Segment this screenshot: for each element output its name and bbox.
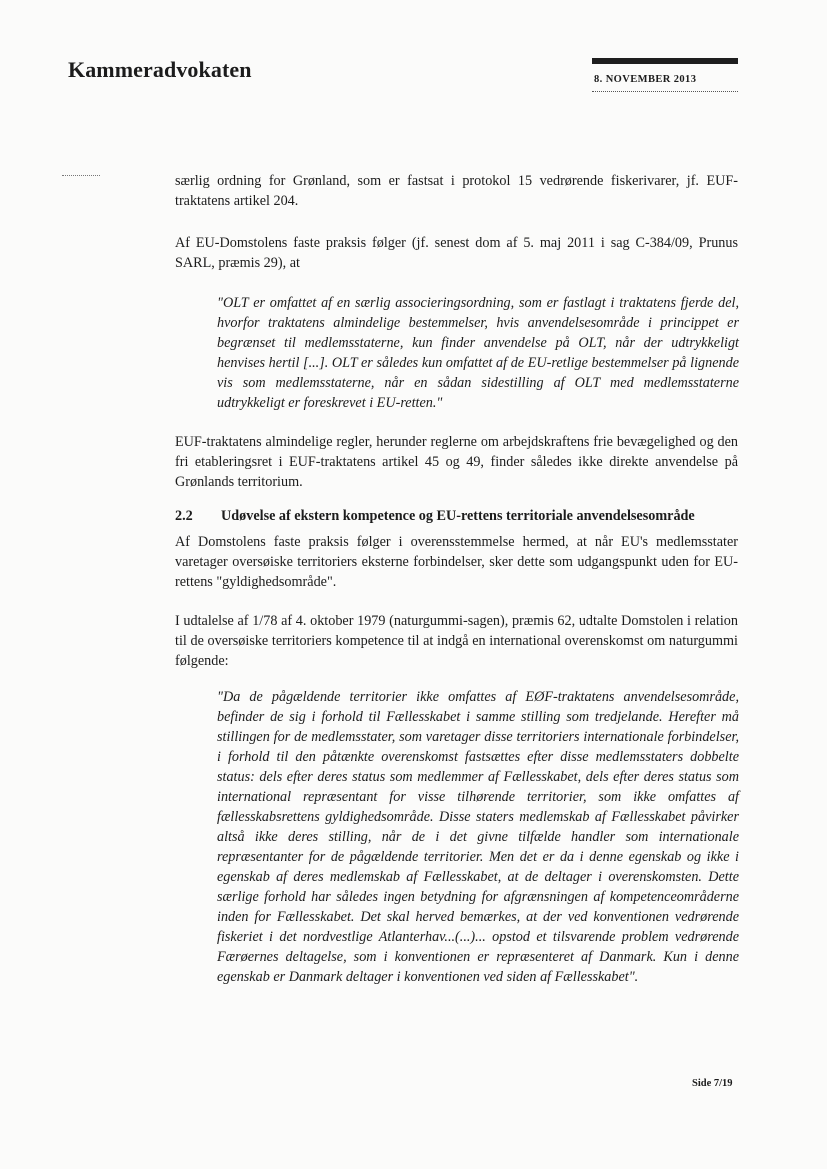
paragraph-4: Af Domstolens faste praksis følger i overensstemmelse hermed, at når EU's medlemsstater varetager oversøiske territoriers eksterne forbindelser, sker dette som udgangspunkt uden for EU-rettens "gyldighedsområde". [175,534,738,590]
section-number: 2.2 [175,508,193,524]
section-heading [175,506,738,526]
document-date: 8. NOVEMBER 2013 [594,74,697,85]
paragraph-3: EUF-traktatens almindelige regler, herunder reglerne om arbejdskraftens frie bevægelighed og den fri etableringsret i EUF-traktatens artikel 45 og 49, finder således ikke direkte anvendelse på Grønlands territorium. [175,434,738,490]
paragraph-1: særlig ordning for Grønland, som er fastsat i protokol 15 vedrørende fiskerivarer, jf. EUF-traktatens artikel 204. [175,173,738,209]
firm-name: Kammeradvokaten [68,57,252,82]
header-dotted-rule [592,91,738,92]
quote-prunus: "OLT er omfattet af en særlig associeringsordning, som er fastlagt i traktatens fjerde del, hvorfor traktatens almindelige bestemmelser, hvis anvendelsesområde i princippet er begrænset til medlemsstaterne, kun finder anvendelse på OLT, når der udtrykkeligt henvises hertil [...]. OLT er således kun omfattet af de EU-retlige bestemmelser på lignende vis som medlemsstaterne, når en sådan sidestilling af OLT med medlemsstaterne udtrykkeligt er foreskrevet i EU-retten." [217,295,739,411]
quote-naturgummi: "Da de pågældende territorier ikke omfattes af EØF-traktatens anvendelsesområde, befinder de sig i forhold til Fællesskabet i samme stilling som tredjelande. Herefter må stillingen for de medlemsstater, som varetager disse territoriers internationale forbindelser, i forhold til den påtænkte overenskomst fastsættes efter disse medlemsstaters dobbelte status: dels efter deres status som medlemmer af Fællesskabet, dels efter deres status som international repræsentant for visse tilhørende territorier, som ikke omfattes af fællesskabsrettens gyldighedsområde. Disse staters medlemskab af Fællesskabet påvirker altså ikke deres stilling, når de i det givne tilfælde handler som internationale repræsentanter for de pågældende territorier. Men det er da i denne egenskab og ikke i egenskab af deres medlemskab af Fællesskabet, at de deltager i overenskomsten. Dette særlige forhold har således ingen betydning for afgrænsningen af kompetenceområderne inden for Fællesskabet. Det skal herved bemærkes, at der ved konventionen vedrørende fiskeriet i det nordvestlige Atlanterhav...(...)... opstod et tilsvarende problem vedrørende Færøernes deltagelse, som i konventionen er repræsenteret af Danmark. Kun i denne egenskab er Danmark deltager i konventionen ved siden af Fællesskabet". [217,689,739,985]
page-number: Side 7/19 [692,1078,733,1089]
margin-dotted-rule [62,175,100,176]
paragraph-2: Af EU-Domstolens faste praksis følger (jf. senest dom af 5. maj 2011 i sag C-384/09, Prunus SARL, præmis 29), at [175,235,738,271]
paragraph-5: I udtalelse af 1/78 af 4. oktober 1979 (naturgummi-sagen), præmis 62, udtalte Domstolen i relation til de oversøiske territoriers kompetence til at indgå en international overenskomst om naturgummi følgende: [175,613,738,669]
header-bar [592,58,738,64]
section-title: Udøvelse af ekstern kompetence og EU-rettens territoriale anvendelsesområde [221,508,695,524]
